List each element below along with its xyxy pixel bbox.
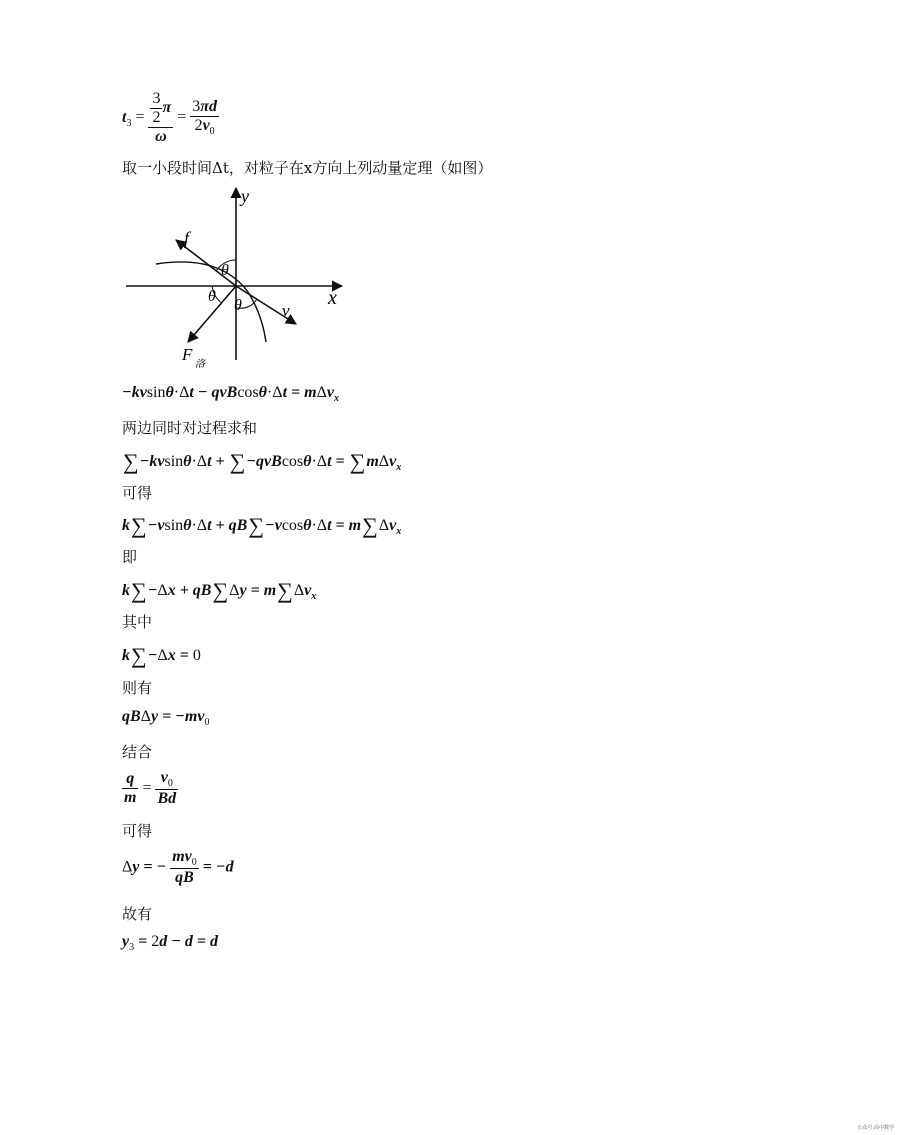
text-then: 则有	[122, 679, 153, 697]
text-momentum-theorem: 取一小段时间Δt，对粒子在x方向上列动量定理（如图）	[122, 159, 493, 177]
text-result-2: 可得	[122, 822, 153, 840]
text-that-is: 即	[122, 548, 138, 566]
equation-displacement: $k\sum-\Delta x + qB\sum\Delta y = m\sum\Delta v_x$	[122, 578, 317, 603]
text-sum-both-sides: 两边同时对过程求和	[122, 419, 258, 437]
text-result-1: 可得	[122, 484, 153, 502]
equation-momentum: −kvsinθ·Δt − qvBcosθ·Δt = mΔv$_x$	[122, 384, 340, 405]
equation-t3: $t_3$ = $\frac{3}{2}$ π ω = $\frac{3\pi d}{2v_0}$	[122, 90, 217, 145]
x-axis-label: x	[328, 287, 337, 309]
theta-label-1: θ	[221, 262, 229, 279]
f-label: f	[184, 228, 190, 248]
equation-sum: ∑−kvsinθ·Δt + ∑−qvBcosθ·Δt = ∑mΔv$_x$	[123, 449, 402, 474]
equation-x-zero: k∑−Δx = 0	[122, 643, 201, 668]
equation-charge-mass-ratio: $\frac{q}{m}$ = $\frac{v_0}{Bd}$	[124, 769, 177, 808]
y-axis-label: y	[241, 186, 249, 206]
text-combine: 结合	[122, 743, 153, 761]
theta-label-3: θ	[234, 297, 242, 314]
text-where: 其中	[122, 613, 153, 631]
theta-label-2: θ	[208, 288, 216, 305]
equation-y3: $y_3 = 2d - d = d$	[122, 933, 219, 954]
F-subscript: 洛	[195, 359, 205, 370]
equation-factored: $k\sum-vsin\theta\cdot\Delta t + qB\sum-vcos\theta\cdot\Delta t = m\sum\Delta v_x$	[122, 513, 402, 538]
equation-delta-y: Δy = − $\frac{mv_0}{qB}$ = −d	[122, 848, 234, 887]
force-diagram	[120, 182, 360, 372]
text-therefore: 故有	[122, 905, 153, 923]
watermark: 公众号:高中数学	[857, 1125, 894, 1131]
equation-qB-dy: $qB\Delta y = -mv_0$	[122, 708, 210, 729]
F-label: F	[182, 345, 193, 364]
v-label: v	[282, 301, 290, 320]
